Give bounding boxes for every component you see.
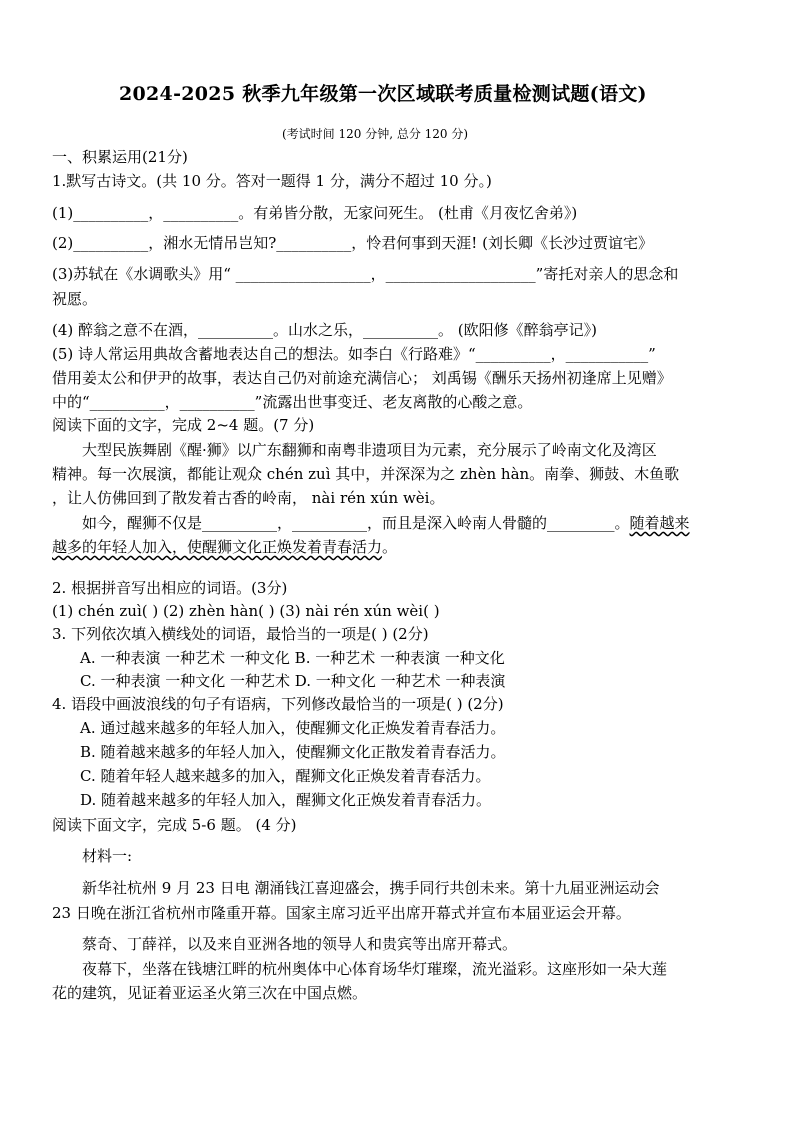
question-1-stem: 1.默写古诗文。(共 10 分。答对一题得 1 分，满分不超过 10 分。)	[52, 172, 492, 190]
question-3-stem: 3. 下列依次填入横线处的词语，最恰当的一项是( ) (2分)	[52, 625, 429, 643]
question-4-stem: 4. 语段中画波浪线的句子有语病，下列修改最恰当的一项是( ) (2分)	[52, 695, 504, 713]
material-1-line-5: 花的建筑，见证着亚运圣火第三次在中国点燃。	[52, 984, 368, 1002]
question-1-item-2: (2)__________，湘水无情吊岂知?__________，怜君何事到天涯! (刘长卿《长沙过贾谊宅》	[52, 234, 653, 252]
passage-1-line-1: 大型民族舞剧《醒·狮》以广东翻狮和南粤非遗项目为元素，充分展示了岭南文化及湾区	[82, 441, 657, 459]
material-1-line-1: 新华社杭州 9 月 23 日电 潮涌钱江喜迎盛会，携手同行共创未来。第十九届亚洲运动会	[82, 879, 660, 897]
passage-1-line-2: 精神。每一次展演，都能让观众 chén zuì 其中，并深深为之 zhèn hàn。南拳、狮鼓、木鱼歌	[52, 465, 680, 483]
question-4-option-a: A. 通过越来越多的年轻人加入，使醒狮文化正焕发着青春活力。	[80, 719, 506, 737]
material-1-line-4: 夜幕下，坐落在钱塘江畔的杭州奥体中心体育场华灯璀璨，流光溢彩。这座形如一朵大莲	[82, 960, 668, 978]
reading-2-intro: 阅读下面文字，完成 5-6 题。 (4 分)	[52, 816, 297, 834]
reading-1-intro: 阅读下面的文字，完成 2~4 题。(7 分)	[52, 416, 315, 434]
question-3-options-row-1: A. 一种表演 一种艺术 一种文化 B. 一种艺术 一种表演 一种文化	[80, 649, 505, 667]
wavy-sentence-end: 越多的年轻人加入，使醒狮文化正焕发着青春活力	[52, 538, 383, 556]
question-1-item-5-cont2: 中的“__________，__________”流露出世事变迁、老友离散的心酸之意。	[52, 393, 533, 411]
question-1-item-1: (1)__________，__________。有弟皆分散，无家问死生。 (杜甫《月夜忆舍弟》)	[52, 204, 578, 222]
exam-subtitle: (考试时间 120 分钟, 总分 120 分)	[282, 127, 469, 141]
question-4-option-b: B. 随着越来越多的年轻人加入，使醒狮文化正散发着青春活力。	[80, 743, 506, 761]
question-2-stem: 2. 根据拼音写出相应的词语。(3分)	[52, 579, 288, 597]
question-2-blanks: (1) chén zuì( ) (2) zhèn hàn( ) (3) nài rén xún wèi( )	[52, 602, 440, 620]
wavy-sentence-start: 随着越来	[629, 514, 690, 532]
material-1-line-2: 23 日晚在浙江省杭州市隆重开幕。国家主席习近平出席开幕式并宣布本届亚运会开幕。	[52, 904, 631, 922]
question-1-item-3: (3)苏轼在《水调歌头》用“ __________________，____________________”寄托对亲人的思念和	[52, 265, 679, 283]
passage-2-line-2	[52, 537, 397, 557]
passage-1-line-3: ，让人仿佛回到了散发着古香的岭南， nài rén xún wèi。	[52, 489, 445, 507]
question-3-options-row-2: C. 一种表演 一种文化 一种艺术 D. 一种文化 一种艺术 一种表演	[80, 672, 506, 690]
material-1-line-3: 蔡奇、丁薛祥，以及来自亚洲各地的领导人和贵宾等出席开幕式。	[82, 935, 518, 953]
question-1-item-5: (5) 诗人常运用典故含蓄地表达自己的想法。如李白《行路难》“__________，___________”	[52, 345, 656, 363]
question-4-option-c: C. 随着年轻人越来越多的加入，醒狮文化正焕发着青春活力。	[80, 767, 491, 785]
question-1-item-5-cont1: 借用姜太公和伊尹的故事，表达自己仍对前途充满信心； 刘禹锡《酬乐天扬州初逢席上见赠》	[52, 369, 672, 387]
sentence-period: 。	[382, 538, 398, 556]
question-4-option-d: D. 随着越来越多的年轻人加入，醒狮文化正焕发着青春活力。	[80, 791, 492, 809]
section-heading: 一、积累运用(21分)	[52, 148, 188, 166]
question-1-item-3-cont: 祝愿。	[52, 290, 98, 308]
passage-2-line-1	[82, 513, 690, 533]
material-1-label: 材料一:	[82, 847, 133, 865]
exam-title: 2024-2025 秋季九年级第一次区域联考质量检测试题(语文)	[119, 83, 647, 105]
passage-2-text: 如今，醒狮不仅是__________，__________，而且是深入岭南人骨髓的_________。	[82, 514, 630, 532]
question-1-item-4: (4) 醉翁之意不在酒，__________。山水之乐，__________。 (欧阳修《醉翁亭记》)	[52, 321, 597, 339]
